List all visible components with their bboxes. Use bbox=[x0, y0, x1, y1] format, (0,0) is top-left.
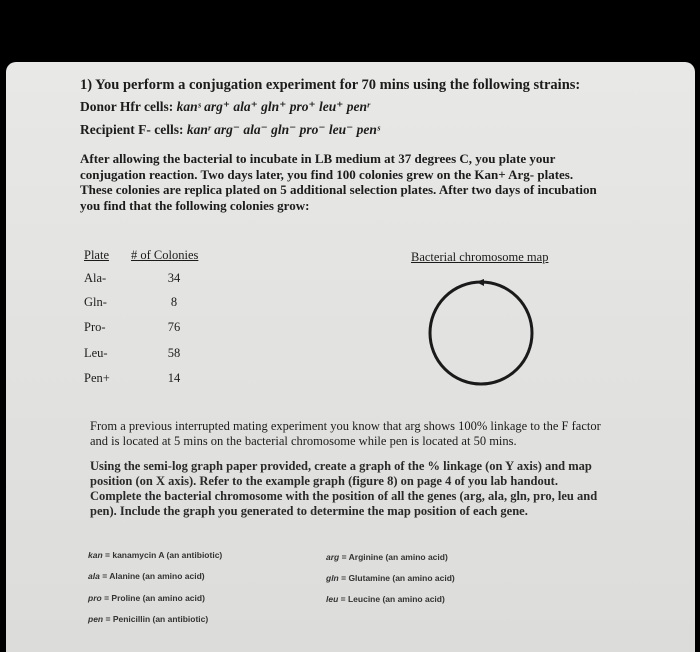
donor-strain-line bbox=[80, 99, 370, 115]
legend-desc: = Glutamine (an amino acid) bbox=[341, 573, 455, 583]
legend-desc: = Leucine (an amino acid) bbox=[340, 594, 445, 604]
f-factor-arrow-icon bbox=[476, 279, 484, 286]
legend-desc: = kanamycin A (an antibiotic) bbox=[105, 550, 223, 560]
chromosome-ring bbox=[430, 282, 532, 384]
table-row-plate: Pro- bbox=[84, 320, 106, 334]
legend-item bbox=[326, 594, 445, 604]
graph-instructions-paragraph: Using the semi-log graph paper provided, create a graph of the % linkage (on Y axis) and map position (on X axis). Refer to the example graph (figure 8) on page 4 of you lab handout. Complete the bacterial chromosome with the position of all the genes (arg, ala, gln, pro, leu and pen). Include the graph you generated to determine the map position of each gene. bbox=[90, 459, 598, 518]
legend-item bbox=[88, 614, 208, 624]
legend-abbr: gln bbox=[326, 573, 339, 583]
table-row-plate: Leu- bbox=[84, 346, 108, 360]
interrupted-mating-paragraph: From a previous interrupted mating experiment you know that arg shows 100% linkage to the F factor and is located at 5 mins on the bacterial chromosome while pen is located at 50 mins. bbox=[90, 419, 601, 448]
legend-desc: = Arginine (an amino acid) bbox=[341, 552, 448, 562]
table-header-colonies: # of Colonies bbox=[131, 248, 199, 262]
legend-item bbox=[88, 571, 205, 581]
table-row-plate: Ala- bbox=[84, 271, 107, 285]
recipient-label: Recipient F- cells: bbox=[80, 122, 184, 137]
legend-abbr: arg bbox=[326, 552, 340, 562]
legend-item bbox=[88, 593, 205, 603]
table-row-colonies: 76 bbox=[167, 320, 181, 334]
donor-label: Donor Hfr cells: bbox=[80, 99, 174, 114]
experiment-paragraph: After allowing the bacterial to incubate in LB medium at 37 degrees C, you plate your conjugation reaction. Two days later, you find 100 colonies grew on the Kan+ Arg- plates. These colonies are replica plated on 5 additional selection plates. After two days of incubation you find that the following colonies grow: bbox=[80, 151, 597, 213]
legend-abbr: pen bbox=[88, 614, 104, 624]
legend-desc: = Alanine (an amino acid) bbox=[102, 571, 205, 581]
recipient-genotype: kanʳ arg⁻ ala⁻ gln⁻ pro⁻ leu⁻ penˢ bbox=[186, 122, 381, 137]
donor-genotype: kanˢ arg⁺ ala⁺ gln⁺ pro⁺ leu⁺ penʳ bbox=[176, 99, 370, 114]
table-row-colonies: 8 bbox=[170, 295, 178, 309]
table-row-colonies: 14 bbox=[167, 371, 181, 385]
table-row-plate: Pen+ bbox=[84, 371, 110, 385]
legend-desc: = Proline (an amino acid) bbox=[104, 593, 205, 603]
table-row-colonies: 34 bbox=[167, 271, 181, 285]
recipient-strain-line bbox=[80, 122, 380, 138]
table-row-plate: Gln- bbox=[84, 295, 107, 309]
chromosome-circle bbox=[426, 278, 536, 388]
legend-item bbox=[88, 550, 222, 560]
legend-item bbox=[326, 552, 448, 562]
chromosome-map-title: Bacterial chromosome map bbox=[411, 250, 549, 264]
legend-desc: = Penicillin (an antibiotic) bbox=[105, 614, 209, 624]
legend-abbr: ala bbox=[88, 571, 100, 581]
table-header-plate: Plate bbox=[84, 248, 109, 262]
legend-abbr: pro bbox=[88, 593, 102, 603]
question-title: 1) You perform a conjugation experiment for 70 mins using the following strains: bbox=[80, 77, 581, 93]
table-row-colonies: 58 bbox=[167, 346, 181, 360]
worksheet-page bbox=[6, 62, 695, 652]
legend-item bbox=[326, 573, 455, 583]
legend-abbr: leu bbox=[326, 594, 339, 604]
legend-abbr: kan bbox=[88, 550, 103, 560]
